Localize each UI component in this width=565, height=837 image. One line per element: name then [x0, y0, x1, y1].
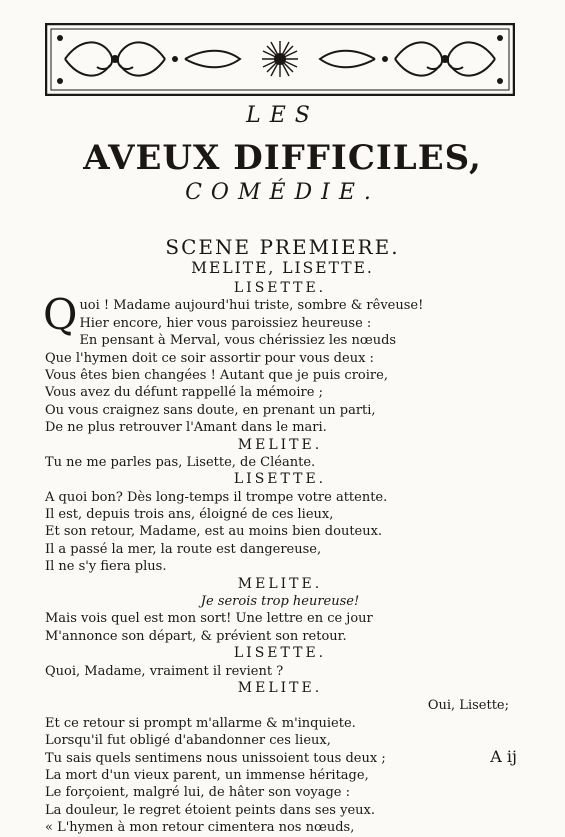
drop-cap: Q [43, 290, 78, 340]
verse-line: Mais vois quel est mon sort! Une lettre en ce jour [45, 611, 373, 627]
genre-subtitle: COMÉDIE. [185, 180, 380, 205]
verse-line: Hier encore, hier vous paroissiez heureuse : [79, 315, 372, 331]
speaker-label: LISETTE. [233, 280, 327, 296]
speaker-label: MELITE. [237, 679, 323, 696]
verse-line: Oui, Lisette; [427, 698, 509, 714]
verse-line: Il est, depuis trois ans, éloigné de ces lieux, [45, 507, 334, 523]
verse-line: La douleur, le regret étoient peints dans ses yeux. [45, 802, 375, 818]
verse-line: M'annonce son départ, & prévient son retour. [45, 628, 347, 644]
scene-heading: SCENE PREMIERE. [165, 235, 400, 259]
scene-characters: MELITE, LISETTE. [191, 259, 374, 277]
verse-line: Et son retour, Madame, est au moins bien douteux. [45, 524, 383, 540]
verse-line: La mort d'un vieux parent, un immense héritage, [45, 767, 369, 783]
verse-line: Tu ne me parles pas, Lisette, de Cléante. [45, 454, 316, 470]
title-les: LES [246, 103, 319, 128]
verse-line: Et ce retour si prompt m'allarme & m'inquiete. [45, 715, 356, 731]
verse-line: « L'hymen à mon retour cimentera nos nœuds, [45, 820, 355, 836]
verse-line: Il a passé la mer, la route est dangereuse, [45, 541, 322, 557]
dialogue-text [45, 280, 515, 837]
verse-line: Je serois trop heureuse! [200, 594, 360, 610]
verse-line: Ou vous craignez sans doute, en prenant un parti, [45, 402, 376, 418]
speaker-label: LISETTE. [233, 471, 327, 488]
verse-line: A quoi bon? Dès long-temps il trompe votre attente. [45, 489, 388, 505]
verse-line: Vous avez du défunt rappellé la mémoire ; [45, 385, 323, 401]
speaker-label: MELITE. [237, 575, 323, 592]
play-title: AVEUX DIFFICILES, [83, 138, 482, 178]
speaker-label: LISETTE. [233, 645, 327, 662]
verse-line: Quoi, Madame, vraiment il revient ? [45, 663, 284, 679]
ornamental-headpiece [45, 23, 515, 96]
verse-line: De ne plus retrouver l'Amant dans le mari. [45, 420, 327, 436]
verse-line: Tu sais quels sentimens nous unissoient tous deux ; [45, 750, 386, 766]
verse-line: Que l'hymen doit ce soir assortir pour vous deux : [45, 350, 374, 366]
verse-line: Le forçoient, malgré lui, de hâter son voyage : [45, 785, 351, 801]
verse-line: Il ne s'y fiera plus. [45, 559, 167, 575]
speaker-label: MELITE. [237, 436, 323, 453]
signature-catchword: A ij [490, 747, 517, 766]
verse-line: Lorsqu'il fut obligé d'abandonner ces lieux, [45, 733, 331, 749]
verse-line: Vous êtes bien changées ! Autant que je puis croire, [45, 367, 388, 383]
verse-line: En pensant à Merval, vous chérissiez les nœuds [79, 333, 397, 349]
verse-line: Quoi ! Madame aujourd'hui triste, sombre & rêveuse! [43, 290, 424, 340]
